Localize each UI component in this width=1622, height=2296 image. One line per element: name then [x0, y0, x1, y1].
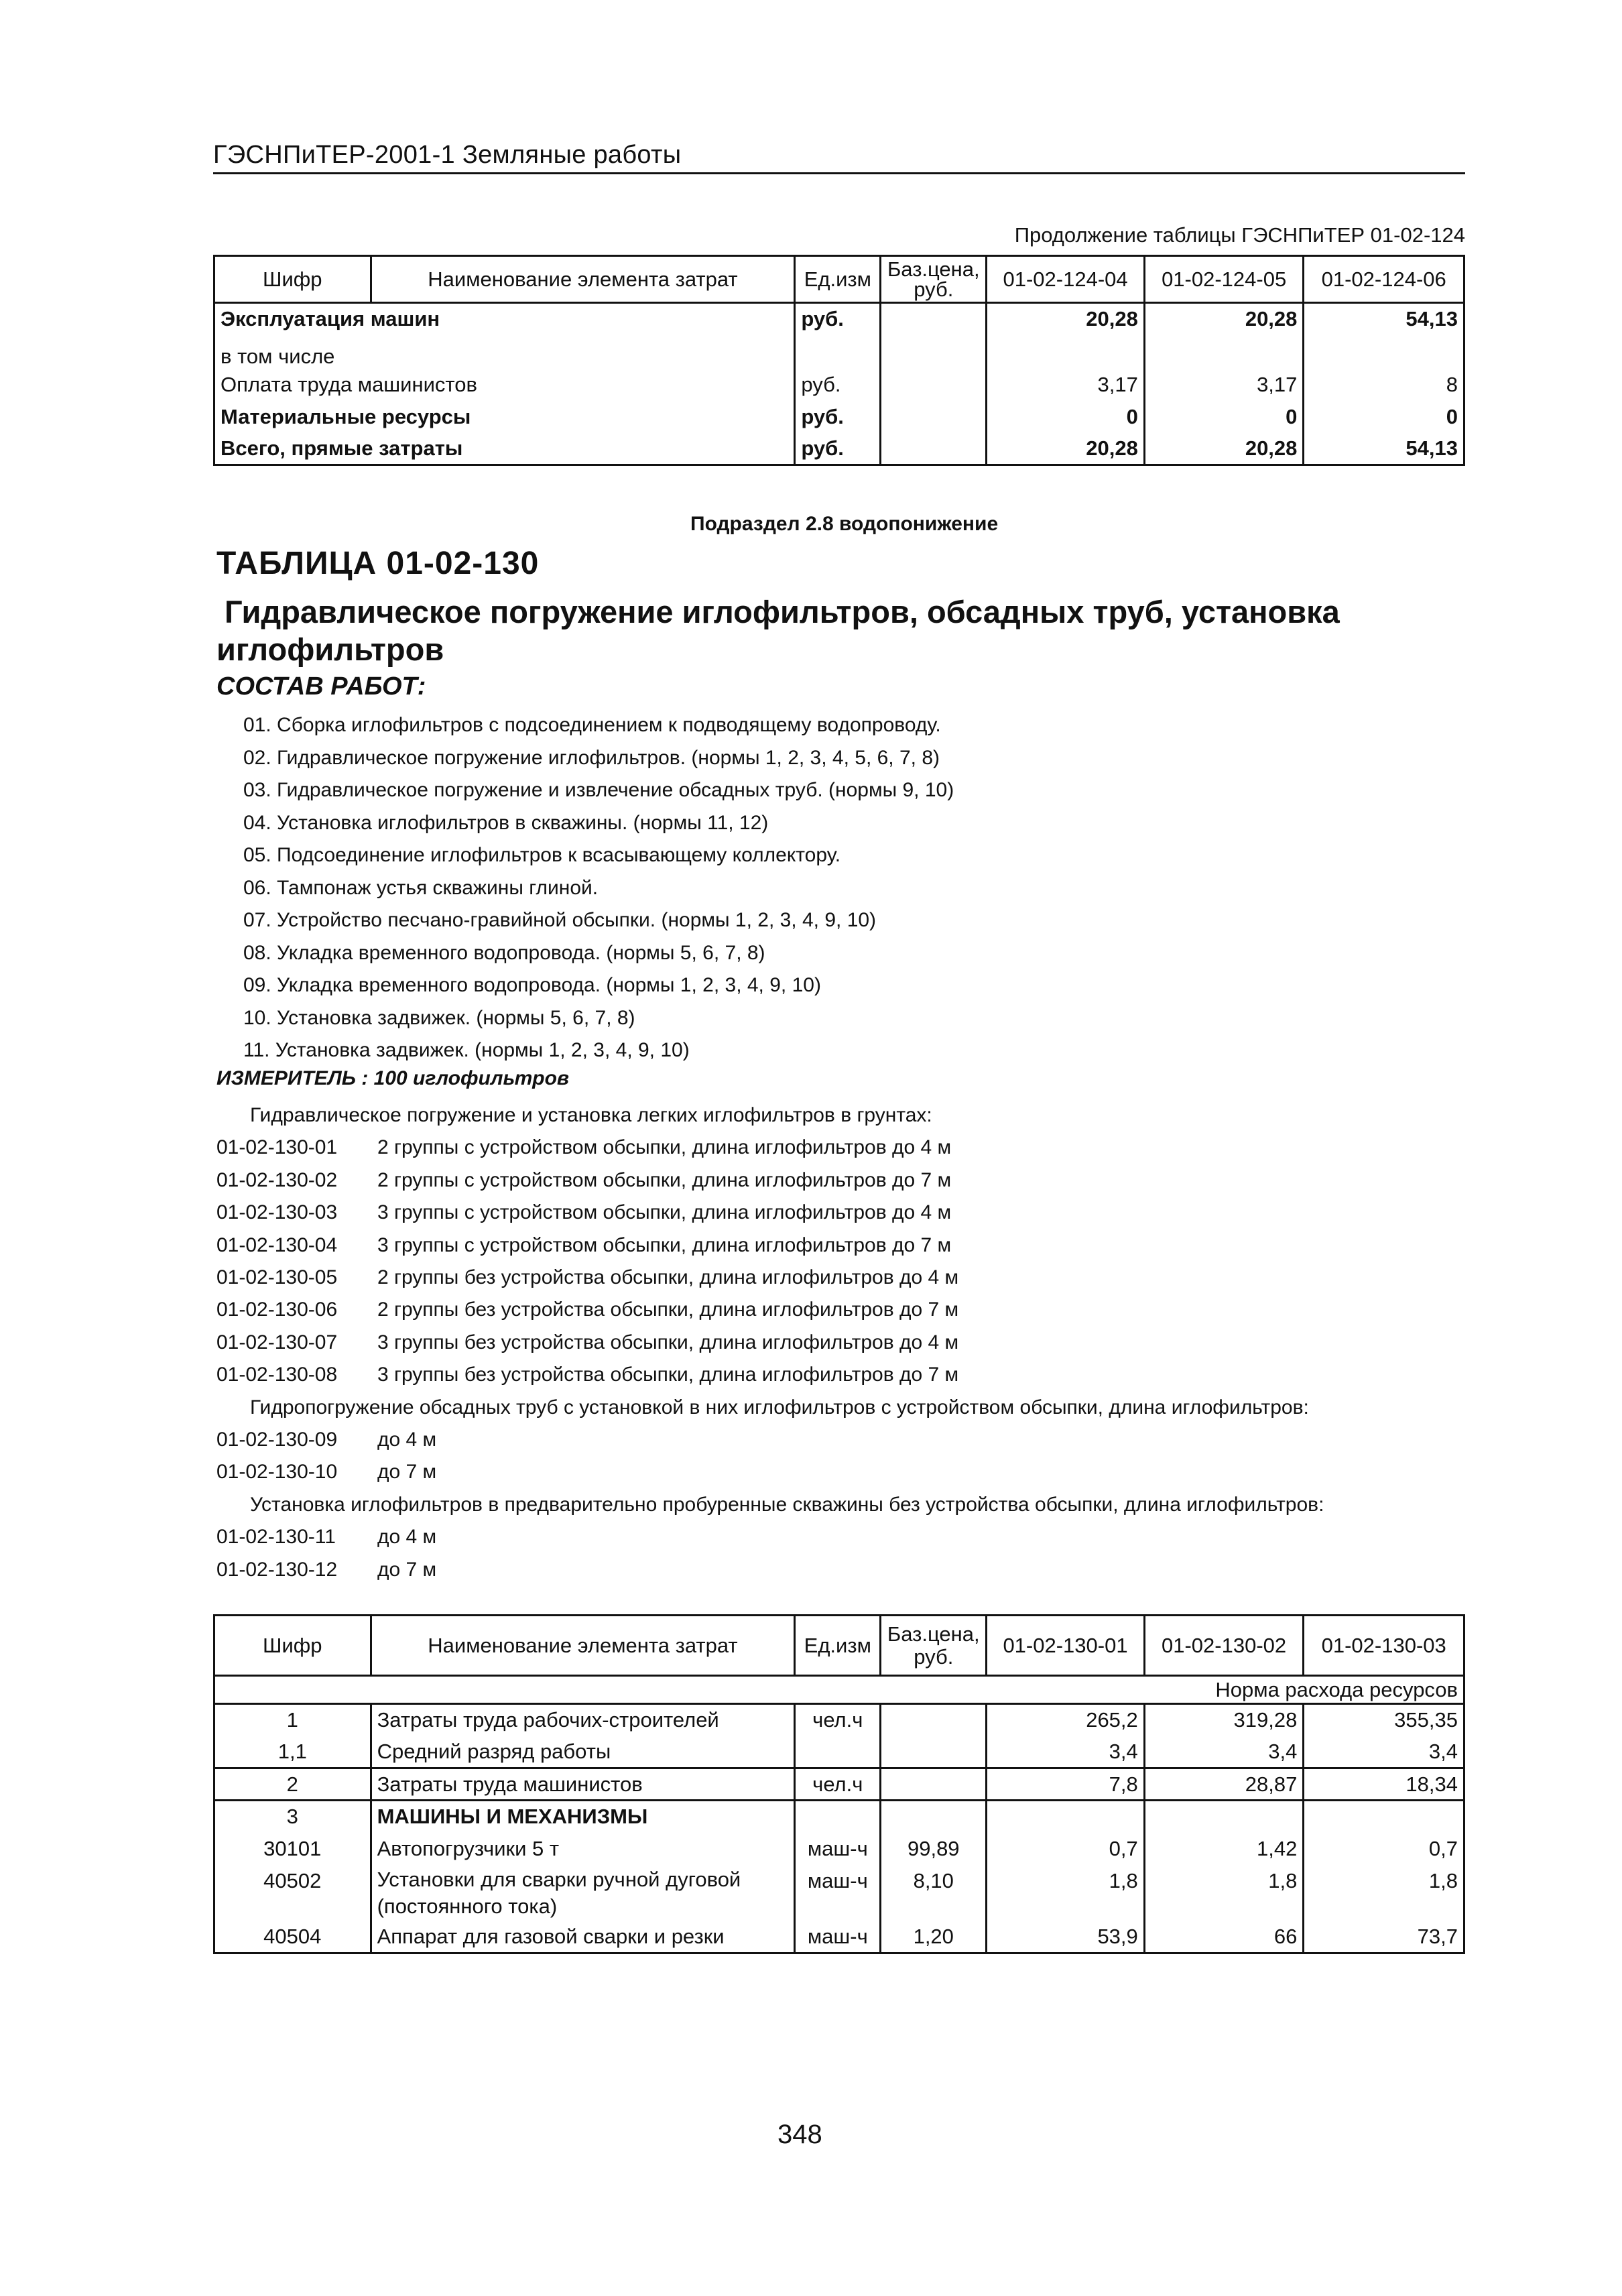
norm-code: 01-02-130-07 [216, 1331, 338, 1353]
norm-desc: 3 группы без устройства обсыпки, длина иглофильтров до 4 м [377, 1331, 959, 1353]
row-code: 3 [214, 1801, 371, 1833]
row-value-3: 0 [1304, 401, 1464, 433]
row-price [881, 1801, 987, 1833]
row-unit: руб. [795, 433, 881, 465]
subsection-title: Подраздел 2.8 водопонижение [690, 513, 999, 535]
row-value-3: 73,7 [1304, 1921, 1464, 1953]
norm-desc: 2 группы без устройства обсыпки, длина иглофильтров до 4 м [377, 1266, 959, 1289]
row-value-1: 53,9 [987, 1921, 1145, 1953]
table-header-row [214, 256, 1464, 303]
row-value-2: 3,17 [1144, 369, 1304, 401]
list-item: 05. Подсоединение иглофильтров к всасывающему коллектору. [243, 844, 841, 866]
col-header-norm-3: 01-02-124-06 [1304, 256, 1464, 303]
row-name: Затраты труда рабочих-строителей [371, 1704, 795, 1736]
list-item [216, 1132, 1477, 1164]
row-unit: руб. [795, 401, 881, 433]
row-value-2: 20,28 [1144, 433, 1304, 465]
norm-code: 01-02-130-12 [216, 1558, 338, 1581]
col-header-norm-1: 01-02-130-01 [987, 1616, 1145, 1676]
row-value-3 [1304, 1801, 1464, 1833]
row-value-2 [1144, 1801, 1304, 1833]
list-item [216, 1262, 1477, 1294]
list-item: 09. Укладка временного водопровода. (нормы 1, 2, 3, 4, 9, 10) [243, 974, 821, 996]
table-header-row [214, 1616, 1464, 1676]
row-value-3: 54,13 [1304, 433, 1464, 465]
row-unit: маш-ч [795, 1865, 881, 1921]
row-code: 40504 [214, 1921, 371, 1953]
group-title: Гидравлическое погружение и установка легких иглофильтров в грунтах: [250, 1104, 932, 1126]
row-value-1: 20,28 [987, 303, 1145, 335]
row-price: 8,10 [881, 1865, 987, 1921]
norm-desc: до 7 м [377, 1558, 437, 1581]
norm-label: Норма расхода ресурсов [214, 1676, 1464, 1704]
row-unit: руб. [795, 303, 881, 335]
row-price [881, 401, 987, 433]
col-header-unit: Ед.изм [795, 256, 881, 303]
norm-label-row [214, 1676, 1464, 1704]
norm-code: 01-02-130-03 [216, 1201, 338, 1224]
col-header-price: Баз.цена, руб. [881, 1616, 987, 1676]
table-row [214, 335, 1464, 369]
norm-code: 01-02-130-11 [216, 1526, 336, 1549]
list-item: 04. Установка иглофильтров в скважины. (нормы 11, 12) [243, 811, 769, 834]
row-unit: маш-ч [795, 1833, 881, 1865]
row-price [881, 433, 987, 465]
col-header-code: Шифр [214, 256, 371, 303]
row-value-2: 1,8 [1144, 1865, 1304, 1921]
row-name: МАШИНЫ И МЕХАНИЗМЫ [371, 1801, 795, 1833]
norm-desc: 2 группы без устройства обсыпки, длина иглофильтров до 7 м [377, 1298, 959, 1321]
table-row [214, 433, 1464, 465]
row-value-1: 20,28 [987, 433, 1145, 465]
list-item: 08. Укладка временного водопровода. (нормы 5, 6, 7, 8) [243, 941, 765, 964]
row-name: Затраты труда машинистов [371, 1768, 795, 1801]
row-value-2: 0 [1144, 401, 1304, 433]
row-value-2: 66 [1144, 1921, 1304, 1953]
row-unit: чел.ч [795, 1704, 881, 1736]
table-row [214, 1865, 1464, 1921]
row-price [881, 1736, 987, 1768]
row-unit: маш-ч [795, 1921, 881, 1953]
col-header-name: Наименование элемента затрат [371, 256, 795, 303]
list-item: 11. Установка задвижек. (нормы 1, 2, 3, 4, 9, 10) [243, 1039, 690, 1061]
measure-unit: ИЗМЕРИТЕЛЬ : 100 иглофильтров [216, 1067, 570, 1089]
row-value-2: 3,4 [1144, 1736, 1304, 1768]
norm-desc: до 7 м [377, 1461, 437, 1484]
row-value-1: 3,17 [987, 369, 1145, 401]
works-list [243, 709, 954, 1067]
row-price: 1,20 [881, 1921, 987, 1953]
row-name: Всего, прямые затраты [214, 433, 795, 465]
list-item [216, 1197, 1477, 1229]
norm-desc: 3 группы с устройством обсыпки, длина иглофильтров до 7 м [377, 1233, 952, 1256]
row-value-1: 265,2 [987, 1704, 1145, 1736]
col-header-code: Шифр [214, 1616, 371, 1676]
row-name: Автопогрузчики 5 т [371, 1833, 795, 1865]
cost-table-124 [213, 255, 1465, 466]
row-value-3: 1,8 [1304, 1865, 1464, 1921]
row-value-1 [987, 1801, 1145, 1833]
norm-code: 01-02-130-06 [216, 1298, 338, 1321]
row-value-1: 1,8 [987, 1865, 1145, 1921]
norm-desc: 2 группы с устройством обсыпки, длина иглофильтров до 4 м [377, 1136, 952, 1159]
norm-desc: 2 группы с устройством обсыпки, длина иглофильтров до 7 м [377, 1168, 952, 1191]
resource-table-130 [213, 1614, 1465, 1954]
row-unit: чел.ч [795, 1768, 881, 1801]
table-title: Гидравлическое погружение иглофильтров, обсадных труб, установка иглофильтров [216, 594, 1340, 667]
list-item [216, 1294, 1477, 1326]
row-value-3: 54,13 [1304, 303, 1464, 335]
row-value-2: 20,28 [1144, 303, 1304, 335]
list-item [216, 1456, 1477, 1488]
row-name: Установки для сварки ручной дуговой (постоянного тока) [371, 1865, 795, 1921]
list-item: 02. Гидравлическое погружение иглофильтров. (нормы 1, 2, 3, 4, 5, 6, 7, 8) [243, 746, 940, 769]
list-item: 07. Устройство песчано-гравийной обсыпки. (нормы 1, 2, 3, 4, 9, 10) [243, 909, 877, 931]
norm-code: 01-02-130-08 [216, 1364, 338, 1386]
row-price [881, 369, 987, 401]
row-name: Оплата труда машинистов [214, 369, 795, 401]
table-row [214, 1801, 1464, 1833]
col-header-norm-3: 01-02-130-03 [1304, 1616, 1464, 1676]
row-price [881, 303, 987, 335]
list-item: 03. Гидравлическое погружение и извлечение обсадных труб. (нормы 9, 10) [243, 779, 954, 801]
table-row [214, 401, 1464, 433]
row-code: 1 [214, 1704, 371, 1736]
norm-desc: до 4 м [377, 1429, 437, 1451]
list-item: 06. Тампонаж устья скважины глиной. [243, 876, 599, 899]
row-value-3: 355,35 [1304, 1704, 1464, 1736]
norm-code: 01-02-130-05 [216, 1266, 338, 1289]
col-header-norm-1: 01-02-124-04 [987, 256, 1145, 303]
norm-desc: 3 группы без устройства обсыпки, длина иглофильтров до 7 м [377, 1364, 959, 1386]
table-row [214, 303, 1464, 335]
col-header-name: Наименование элемента затрат [371, 1616, 795, 1676]
list-item [216, 1229, 1477, 1262]
row-name: Аппарат для газовой сварки и резки [371, 1921, 795, 1953]
row-code: 2 [214, 1768, 371, 1801]
row-value-3: 3,4 [1304, 1736, 1464, 1768]
row-code: 30101 [214, 1833, 371, 1865]
row-value-3: 0,7 [1304, 1833, 1464, 1865]
row-value-1: 3,4 [987, 1736, 1145, 1768]
row-price: 99,89 [881, 1833, 987, 1865]
group-title: Гидропогружение обсадных труб с установкой в них иглофильтров с устройством обсыпки, длина иглофильтров: [250, 1396, 1309, 1418]
norm-code: 01-02-130-01 [216, 1136, 338, 1159]
page-header: ГЭСНПиТЕР-2001-1 Земляные работы [213, 141, 1465, 174]
row-price [881, 1768, 987, 1801]
list-item [216, 1554, 1477, 1586]
norm-code: 01-02-130-04 [216, 1233, 338, 1256]
list-item [216, 1424, 1477, 1456]
col-header-unit: Ед.изм [795, 1616, 881, 1676]
list-item [216, 1327, 1477, 1359]
list-item [216, 1359, 1477, 1391]
row-name: Материальные ресурсы [214, 401, 795, 433]
list-item: 10. Установка задвижек. (нормы 5, 6, 7, 8) [243, 1006, 635, 1029]
table-row [214, 1736, 1464, 1768]
row-code: 40502 [214, 1865, 371, 1921]
col-header-price: Баз.цена, руб. [881, 256, 987, 303]
row-value-3: 8 [1304, 369, 1464, 401]
row-value-3: 18,34 [1304, 1768, 1464, 1801]
page-number: 348 [777, 2120, 822, 2149]
norm-code: 01-02-130-09 [216, 1429, 338, 1451]
row-value-2: 28,87 [1144, 1768, 1304, 1801]
row-value-1: 0 [987, 401, 1145, 433]
row-name: Средний разряд работы [371, 1736, 795, 1768]
norm-desc: до 4 м [377, 1526, 437, 1549]
row-value-2: 319,28 [1144, 1704, 1304, 1736]
norm-desc: 3 группы с устройством обсыпки, длина иглофильтров до 4 м [377, 1201, 952, 1224]
norm-code: 01-02-130-02 [216, 1168, 338, 1191]
row-unit: руб. [795, 369, 881, 401]
row-value-2: 1,42 [1144, 1833, 1304, 1865]
table-row [214, 1768, 1464, 1801]
row-code: 1,1 [214, 1736, 371, 1768]
works-heading: СОСТАВ РАБОТ: [216, 672, 426, 701]
row-value-1: 7,8 [987, 1768, 1145, 1801]
row-name: Эксплуатация машин [214, 303, 795, 335]
table-continuation-label: Продолжение таблицы ГЭСНПиТЕР 01-02-124 [1014, 223, 1465, 247]
norms-list [216, 1099, 1477, 1586]
list-item: 01. Сборка иглофильтров с подсоединением к подводящему водопроводу. [243, 714, 941, 736]
table-row [214, 369, 1464, 401]
row-unit [795, 1736, 881, 1768]
table-number: ТАБЛИЦА 01-02-130 [216, 546, 540, 581]
norm-code: 01-02-130-10 [216, 1461, 338, 1484]
col-header-norm-2: 01-02-130-02 [1144, 1616, 1304, 1676]
row-value-1: 0,7 [987, 1833, 1145, 1865]
list-item [216, 1521, 1477, 1553]
col-header-norm-2: 01-02-124-05 [1144, 256, 1304, 303]
list-item [216, 1164, 1477, 1197]
table-row [214, 1921, 1464, 1953]
row-unit [795, 1801, 881, 1833]
table-row [214, 1704, 1464, 1736]
row-name: в том числе [214, 335, 795, 369]
group-title: Установка иглофильтров в предварительно пробуренные скважины без устройства обсыпки, длина иглофильтров: [250, 1493, 1324, 1516]
table-row [214, 1833, 1464, 1865]
row-price [881, 1704, 987, 1736]
